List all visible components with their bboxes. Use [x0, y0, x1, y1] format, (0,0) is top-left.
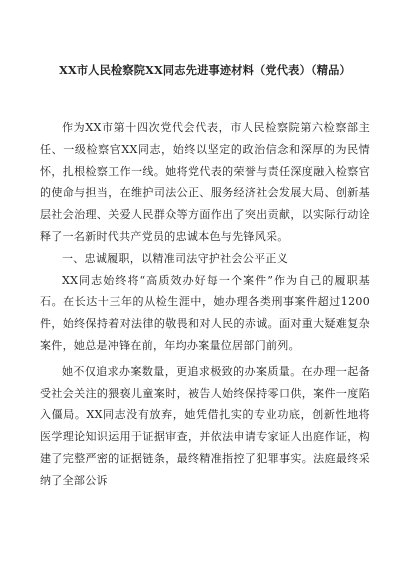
- intro-paragraph: 作为XX市第十四次党代会代表，市人民检察院第六检察部主任、一级检察官XX同志，始终以坚定的政治信念和深厚的为民情怀，扎根检察工作一线。她将党代表的荣誉与责任深度融入检察官的使命与担当，在维护司法公正、服务经济社会发展大局、创新基层社会治理、关爱人民群众等方面作出了突出贡献，以实际行动诠释了一名新时代共产党员的忠诚本色与先锋风采。: [40, 121, 370, 243]
- section-heading: 一、忠诚履职，以精准司法守护社会公平正义: [62, 251, 288, 265]
- body-paragraph-1: XX同志始终将“高质效办好每一个案件”作为自己的履职基石。在长达十三年的从检生涯中，她办理各类刑事案件超过1200件，始终保持着对法律的敬畏和对人民的赤诚。面对重大疑难复杂案件，她总是冲锋在前，年均办案量位居部门前列。: [40, 273, 370, 352]
- document-title: XX市人民检察院XX同志先进事迹材料（党代表）（精品）: [59, 63, 351, 77]
- body-paragraph-2: 她不仅追求办案数量，更追求极致的办案质量。在办理一起备受社会关注的猥亵儿童案时，被告人始终保持零口供，案件一度陷入僵局。XX同志没有放弃，她凭借扎实的专业功底，创新性地将医学理论知识运用于证据审查，并依法申请专家证人出庭作证，构建了完整严密的证据链条，最终精准指控了犯罪事实。法庭最终采纳了全部公诉: [40, 364, 370, 487]
